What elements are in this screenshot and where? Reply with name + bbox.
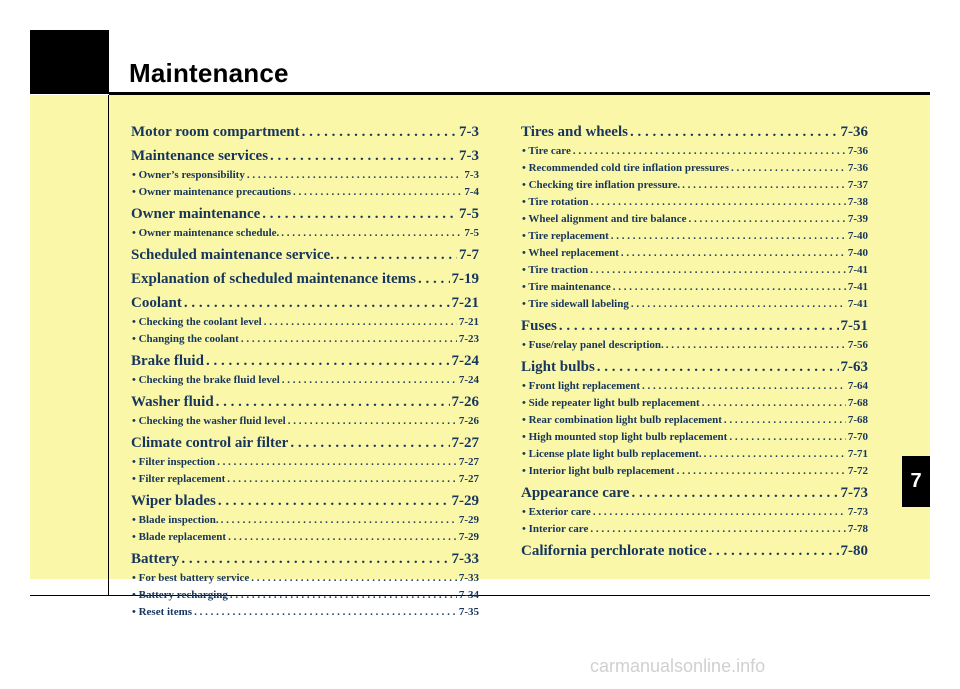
- toc-entry-label: • Changing the coolant: [132, 333, 239, 345]
- toc-entry-label: • Recommended cold tire inflation pressures: [522, 162, 730, 174]
- dot-leader: [729, 429, 845, 446]
- dot-leader: [682, 177, 846, 194]
- toc-page-number: 7-68: [847, 397, 868, 409]
- toc-entry-label: • Wheel alignment and tire balance: [522, 213, 687, 225]
- dot-leader: [613, 279, 846, 296]
- toc-entry-label: Owner maintenance: [131, 206, 261, 222]
- toc-entry-label: • Tire sidewall labeling: [522, 298, 629, 310]
- dot-leader: [288, 413, 457, 430]
- dot-leader: [702, 395, 846, 412]
- toc-entry-label: • Checking the washer fluid level: [132, 415, 286, 427]
- toc-section-entry[interactable]: [131, 392, 479, 413]
- dot-leader: [597, 357, 839, 378]
- dot-leader: [302, 122, 457, 143]
- toc-subsection-entry[interactable]: [131, 372, 479, 389]
- toc-entry-label: Scheduled maintenance service.: [131, 247, 334, 263]
- toc-page-number: 7-4: [464, 186, 479, 198]
- toc-entry-label: Battery: [131, 551, 180, 567]
- toc-page-number: 7-3: [459, 148, 479, 164]
- dot-leader: [194, 604, 457, 621]
- toc-entry-label: • Filter inspection: [132, 456, 216, 468]
- toc-subsection-entry[interactable]: [131, 167, 479, 184]
- toc-page-number: 7-36: [847, 145, 868, 157]
- dot-leader: [206, 351, 450, 372]
- toc-entry-label: • Checking tire inflation pressure.: [522, 179, 681, 191]
- toc-entry-label: • Exterior care: [522, 506, 591, 518]
- dot-leader: [559, 316, 839, 337]
- toc-entry-label: • Checking the brake fluid level: [132, 374, 280, 386]
- toc-page-number: 7-72: [847, 465, 868, 477]
- dot-leader: [227, 471, 457, 488]
- dot-leader: [621, 245, 846, 262]
- toc-subsection-entry[interactable]: [521, 279, 868, 296]
- toc-subsection-entry[interactable]: [521, 245, 868, 262]
- dot-leader: [230, 587, 457, 604]
- toc-entry-label: • Owner’s responsibility: [132, 169, 245, 181]
- toc-subsection-entry[interactable]: [131, 413, 479, 430]
- toc-section-entry[interactable]: [131, 491, 479, 512]
- dot-leader: [282, 372, 457, 389]
- toc-page-number: 7-29: [458, 514, 479, 526]
- dot-leader: [709, 541, 839, 562]
- toc-subsection-entry[interactable]: [521, 143, 868, 160]
- toc-page-number: 7-24: [458, 374, 479, 386]
- toc-subsection-entry[interactable]: [131, 529, 479, 546]
- toc-page-number: 7-40: [847, 230, 868, 242]
- toc-subsection-entry[interactable]: [131, 225, 479, 242]
- toc-left-column: [131, 122, 479, 621]
- toc-page-number: 7-21: [458, 316, 479, 328]
- dot-leader: [336, 245, 457, 266]
- toc-page-number: 7-70: [847, 431, 868, 443]
- toc-entry-label: • Owner maintenance precautions: [132, 186, 291, 198]
- dot-leader: [241, 331, 457, 348]
- toc-entry-label: • License plate light bulb replacement.: [522, 448, 702, 460]
- toc-subsection-entry[interactable]: [131, 512, 479, 529]
- toc-section-entry[interactable]: [131, 245, 479, 266]
- toc-entry-label: • Interior care: [522, 523, 589, 535]
- toc-section-entry[interactable]: [131, 269, 479, 290]
- toc-page-number: 7-80: [840, 543, 868, 559]
- toc-entry-label: • For best battery service: [132, 572, 250, 584]
- toc-entry-label: • Tire rotation: [522, 196, 589, 208]
- toc-page-number: 7-41: [847, 281, 868, 293]
- toc-subsection-entry[interactable]: [521, 463, 868, 480]
- toc-page-number: 7-39: [847, 213, 868, 225]
- toc-page-number: 7-56: [847, 339, 868, 351]
- dot-leader: [218, 491, 450, 512]
- dot-leader: [677, 463, 846, 480]
- toc-section-entry[interactable]: [521, 357, 868, 378]
- toc-section-entry[interactable]: [131, 146, 479, 167]
- toc-entry-label: • Interior light bulb replacement: [522, 465, 675, 477]
- dot-leader: [631, 296, 846, 313]
- toc-section-entry[interactable]: [131, 122, 479, 143]
- toc-page-number: 7-26: [451, 394, 479, 410]
- dot-leader: [281, 225, 462, 242]
- dot-leader: [418, 269, 449, 290]
- toc-page-number: 7-29: [458, 531, 479, 543]
- toc-subsection-entry[interactable]: [131, 570, 479, 587]
- toc-entry-label: California perchlorate notice: [521, 543, 707, 559]
- toc-subsection-entry[interactable]: [131, 314, 479, 331]
- toc-entry-label: • Tire traction: [522, 264, 589, 276]
- toc-section-entry[interactable]: [521, 541, 868, 562]
- dot-leader: [251, 570, 457, 587]
- dot-leader: [290, 433, 449, 454]
- dot-leader: [247, 167, 462, 184]
- toc-subsection-entry[interactable]: [131, 184, 479, 201]
- dot-leader: [184, 293, 450, 314]
- toc-section-entry[interactable]: [521, 483, 868, 504]
- dot-leader: [630, 122, 839, 143]
- toc-section-entry[interactable]: [131, 351, 479, 372]
- toc-subsection-entry[interactable]: [521, 412, 868, 429]
- toc-page-number: 7-40: [847, 247, 868, 259]
- toc-page-number: 7-26: [458, 415, 479, 427]
- dot-leader: [611, 228, 846, 245]
- toc-page-number: 7-41: [847, 264, 868, 276]
- toc-subsection-entry[interactable]: [131, 331, 479, 348]
- dot-leader: [216, 392, 450, 413]
- toc-subsection-entry[interactable]: [521, 160, 868, 177]
- dot-leader: [293, 184, 462, 201]
- toc-page-number: 7-35: [458, 606, 479, 618]
- watermark: carmanualsonline.info: [590, 656, 766, 676]
- toc-subsection-entry[interactable]: [521, 177, 868, 194]
- toc-subsection-entry[interactable]: [131, 587, 479, 604]
- section-corner-block: [30, 30, 109, 94]
- toc-page-number: 7-27: [458, 456, 479, 468]
- toc-entry-label: Appearance care: [521, 485, 630, 501]
- dot-leader: [573, 143, 846, 160]
- dot-leader: [590, 262, 846, 279]
- toc-page-number: 7-51: [840, 318, 868, 334]
- toc-subsection-entry[interactable]: [521, 337, 868, 354]
- toc-subsection-entry[interactable]: [521, 429, 868, 446]
- toc-subsection-entry[interactable]: [521, 446, 868, 463]
- toc-entry-label: • Tire maintenance: [522, 281, 611, 293]
- toc-page-number: 7-3: [464, 169, 479, 181]
- toc-right-column: [521, 122, 868, 562]
- toc-entry-label: Fuses: [521, 318, 557, 334]
- toc-page-number: 7-3: [459, 124, 479, 140]
- toc-page-number: 7-37: [847, 179, 868, 191]
- toc-subsection-entry[interactable]: [131, 454, 479, 471]
- toc-section-entry[interactable]: [131, 549, 479, 570]
- toc-section-entry[interactable]: [131, 204, 479, 225]
- toc-entry-label: • Reset items: [132, 606, 193, 618]
- toc-page-number: 7-64: [847, 380, 868, 392]
- toc-entry-label: • Filter replacement: [132, 473, 226, 485]
- dot-leader: [262, 204, 457, 225]
- dot-leader: [591, 194, 846, 211]
- toc-entry-label: • Tire replacement: [522, 230, 609, 242]
- toc-entry-label: Wiper blades: [131, 493, 216, 509]
- toc-page-number: 7-27: [451, 435, 479, 451]
- dot-leader: [590, 521, 845, 538]
- toc-section-entry[interactable]: [521, 122, 868, 143]
- toc-entry-label: Climate control air filter: [131, 435, 289, 451]
- toc-subsection-entry[interactable]: [521, 228, 868, 245]
- dot-leader: [221, 512, 457, 529]
- toc-entry-label: • Wheel replacement: [522, 247, 619, 259]
- toc-page-number: 7-29: [451, 493, 479, 509]
- toc-section-entry[interactable]: [131, 433, 479, 454]
- toc-page-number: 7-21: [451, 295, 479, 311]
- toc-entry-label: • Side repeater light bulb replacement: [522, 397, 700, 409]
- toc-page-number: 7-73: [840, 485, 868, 501]
- toc-page-number: 7-33: [451, 551, 479, 567]
- toc-entry-label: Brake fluid: [131, 353, 204, 369]
- toc-entry-label: Explanation of scheduled maintenance items: [131, 271, 417, 287]
- dot-leader: [228, 529, 457, 546]
- dot-leader: [631, 483, 838, 504]
- toc-subsection-entry[interactable]: [521, 378, 868, 395]
- dot-leader: [264, 314, 457, 331]
- toc-page-number: 7-7: [459, 247, 479, 263]
- toc-subsection-entry[interactable]: [521, 211, 868, 228]
- left-divider: [108, 95, 109, 595]
- toc-entry-label: • Battery recharging: [132, 589, 228, 601]
- toc-page-number: 7-34: [458, 589, 479, 601]
- toc-subsection-entry[interactable]: [521, 296, 868, 313]
- toc-subsection-entry[interactable]: [521, 262, 868, 279]
- dot-leader: [642, 378, 846, 395]
- toc-page-number: 7-19: [451, 271, 479, 287]
- toc-entry-label: • High mounted stop light bulb replacement: [522, 431, 728, 443]
- toc-page-number: 7-24: [451, 353, 479, 369]
- toc-page-number: 7-63: [840, 359, 868, 375]
- toc-entry-label: • Rear combination light bulb replacement: [522, 414, 722, 426]
- toc-entry-label: Washer fluid: [131, 394, 214, 410]
- toc-entry-label: Tires and wheels: [521, 124, 628, 140]
- toc-page-number: 7-36: [840, 124, 868, 140]
- toc-page-number: 7-38: [847, 196, 868, 208]
- toc-subsection-entry[interactable]: [131, 604, 479, 621]
- toc-entry-label: Motor room compartment: [131, 124, 300, 140]
- toc-page-number: 7-41: [847, 298, 868, 310]
- toc-entry-label: • Blade inspection.: [132, 514, 219, 526]
- toc-page-number: 7-68: [847, 414, 868, 426]
- toc-entry-label: • Blade replacement: [132, 531, 227, 543]
- toc-page-number: 7-71: [847, 448, 868, 460]
- toc-page-number: 7-5: [464, 227, 479, 239]
- toc-entry-label: Coolant: [131, 295, 182, 311]
- toc-page-number: 7-23: [458, 333, 479, 345]
- toc-page-number: 7-36: [847, 162, 868, 174]
- dot-leader: [724, 412, 846, 429]
- toc-page-number: 7-27: [458, 473, 479, 485]
- toc-entry-label: • Owner maintenance schedule.: [132, 227, 280, 239]
- toc-subsection-entry[interactable]: [131, 471, 479, 488]
- toc-page-number: 7-78: [847, 523, 868, 535]
- dot-leader: [688, 211, 845, 228]
- toc-page-number: 7-5: [459, 206, 479, 222]
- toc-entry-label: Maintenance services: [131, 148, 269, 164]
- dot-leader: [270, 146, 457, 167]
- dot-leader: [731, 160, 846, 177]
- toc-entry-label: • Front light replacement: [522, 380, 641, 392]
- toc-subsection-entry[interactable]: [521, 395, 868, 412]
- toc-entry-label: • Fuse/relay panel description.: [522, 339, 664, 351]
- toc-entry-label: Light bulbs: [521, 359, 595, 375]
- toc-entry-label: • Checking the coolant level: [132, 316, 262, 328]
- toc-entry-label: • Tire care: [522, 145, 571, 157]
- dot-leader: [181, 549, 449, 570]
- toc-page-number: 7-33: [458, 572, 479, 584]
- title-bar: [109, 30, 930, 94]
- toc-subsection-entry[interactable]: [521, 194, 868, 211]
- dot-leader: [593, 504, 846, 521]
- dot-leader: [217, 454, 457, 471]
- toc-page-number: 7-73: [847, 506, 868, 518]
- dot-leader: [666, 337, 846, 354]
- toc-subsection-entry[interactable]: [521, 504, 868, 521]
- toc-subsection-entry[interactable]: [521, 521, 868, 538]
- chapter-tab[interactable]: 7: [902, 456, 930, 507]
- toc-section-entry[interactable]: [521, 316, 868, 337]
- page-title: Maintenance: [129, 58, 289, 88]
- dot-leader: [704, 446, 846, 463]
- toc-section-entry[interactable]: [131, 293, 479, 314]
